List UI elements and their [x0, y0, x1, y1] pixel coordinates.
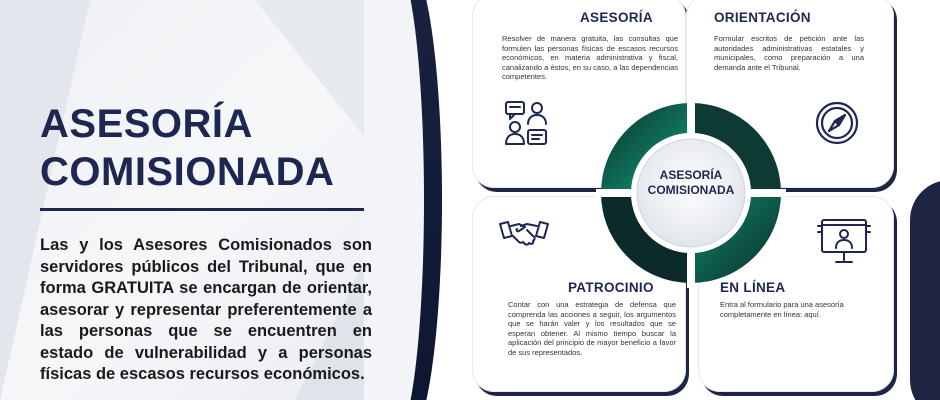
card-heading-asesoria: ASESORÍA: [580, 10, 653, 25]
title-line-2: COMISIONADA: [40, 150, 335, 194]
card-heading-patrocinio: PATROCINIO: [568, 280, 654, 295]
intro-paragraph: Las y los Asesores Comisionados son servidores públicos del Tribunal, que en forma GRATUITA se encargan de orientar, asesorar y representar preferentemente a las personas que se encuentren en estado de vulnerabilidad y a personas físicas de escasos recursos económicos.: [40, 236, 372, 383]
page-title: [40, 100, 380, 196]
center-label-line-1: ASESORÍA: [659, 168, 723, 182]
title-underline: [40, 208, 364, 211]
compass-icon: [814, 100, 860, 146]
card-heading-en-linea: EN LÍNEA: [720, 280, 786, 295]
card-text-patrocinio: Contar con una estrategia de defensa que comprenda las acciones a seguir, los argumentos que se harán valer y los resultados que se esperan obtener. Al mismo tiempo buscar la aplicación del principio de mayor beneficio a favor de sus representados.: [508, 300, 676, 357]
curve-inner: [364, 0, 424, 400]
card-text-asesoria: Resolver de manera gratuita, las consultas que formulen las personas físicas de escasos recursos económicos, en materia administrativa y fiscal, canalizando a éstos, en su caso, a las dependencias competentes.: [502, 34, 678, 81]
services-diagram: [420, 0, 940, 400]
center-label-line-2: COMISIONADA: [647, 183, 735, 197]
card-heading-orientacion: ORIENTACIÓN: [714, 10, 811, 25]
card-text-en-linea: Entra al formulario para una asesoría completamente en línea: aquí.: [720, 300, 844, 319]
consultation-icon: [504, 100, 550, 148]
navy-edge-decoration: [910, 180, 940, 400]
center-label: [627, 168, 755, 198]
card-text-orientacion: Formular escritos de petición ante las autoridades administrativas estatales y municipales, como preparación a una demanda ante el Tribunal.: [714, 34, 864, 72]
title-line-1: ASESORÍA: [40, 102, 253, 146]
online-meeting-icon: [816, 216, 872, 268]
handshake-icon: [498, 218, 550, 250]
